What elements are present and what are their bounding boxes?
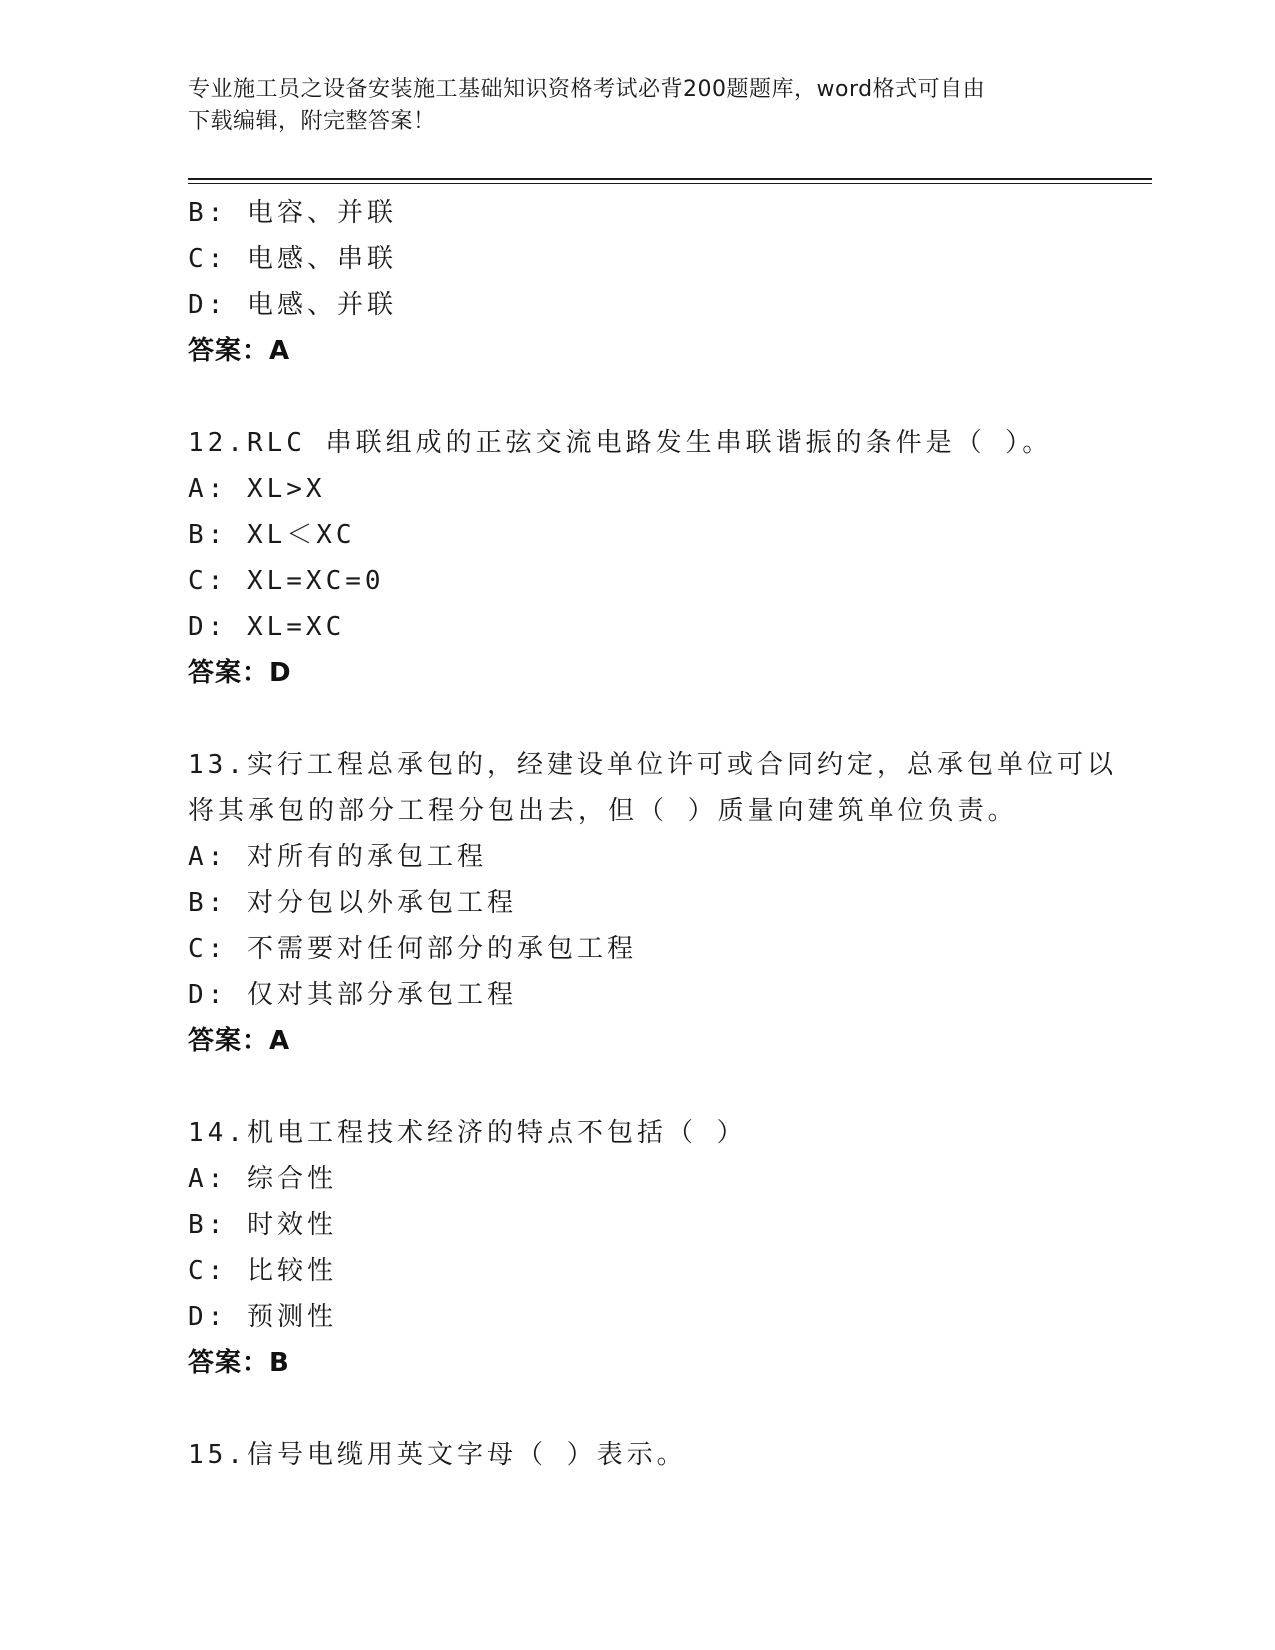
q12-option-a: A: XL>X — [188, 474, 326, 504]
question-14 — [188, 1110, 1088, 1386]
q13-answer: 答案：A — [188, 1026, 291, 1056]
q12-question: 12.RLC 串联组成的正弦交流电路发生串联谐振的条件是（ ）。 — [188, 428, 1053, 458]
q14-answer: 答案：B — [188, 1348, 290, 1378]
header-title-line-1: 专业施工员之设备安装施工基础知识资格考试必背200题题库，word格式可自由 — [188, 77, 986, 102]
q11-answer: 答案：A — [188, 336, 291, 366]
q11-option-d: D: 电感、并联 — [188, 290, 397, 320]
spacer — [188, 1386, 1088, 1432]
header-title-line-2: 下载编辑，附完整答案！ — [188, 109, 436, 134]
header-rule-thick — [188, 178, 1152, 180]
question-12 — [188, 420, 1088, 696]
q13-option-a: A: 对所有的承包工程 — [188, 842, 487, 872]
q14-option-c: C: 比较性 — [188, 1256, 337, 1286]
q12-option-d: D: XL=XC — [188, 612, 346, 642]
question-11 — [188, 190, 1088, 374]
q13-question-line-1: 13.实行工程总承包的，经建设单位许可或合同约定，总承包单位可以 — [188, 750, 1117, 780]
q12-option-b: B: XL＜XC — [188, 520, 356, 550]
header-rule-thin — [188, 183, 1152, 184]
question-15 — [188, 1432, 1088, 1478]
spacer — [188, 1064, 1088, 1110]
q14-option-a: A: 综合性 — [188, 1164, 337, 1194]
q14-option-b: B: 时效性 — [188, 1210, 337, 1240]
q11-option-b: B: 电容、并联 — [188, 198, 397, 228]
q13-option-b: B: 对分包以外承包工程 — [188, 888, 517, 918]
q15-question: 15.信号电缆用英文字母（ ）表示。 — [188, 1440, 687, 1470]
q14-option-d: D: 预测性 — [188, 1302, 337, 1332]
document-header — [188, 74, 1088, 138]
q14-question: 14.机电工程技术经济的特点不包括（ ） — [188, 1118, 747, 1148]
q12-option-c: C: XL=XC=0 — [188, 566, 385, 596]
spacer — [188, 374, 1088, 420]
spacer — [188, 696, 1088, 742]
question-list — [188, 190, 1117, 1478]
q13-question-line-2: 将其承包的部分工程分包出去，但（ ）质量向建筑单位负责。 — [188, 796, 1018, 826]
q13-option-d: D: 仅对其部分承包工程 — [188, 980, 517, 1010]
q13-option-c: C: 不需要对任何部分的承包工程 — [188, 934, 637, 964]
q12-answer: 答案：D — [188, 658, 292, 688]
q11-option-c: C: 电感、串联 — [188, 244, 397, 274]
question-13 — [188, 742, 1117, 1064]
